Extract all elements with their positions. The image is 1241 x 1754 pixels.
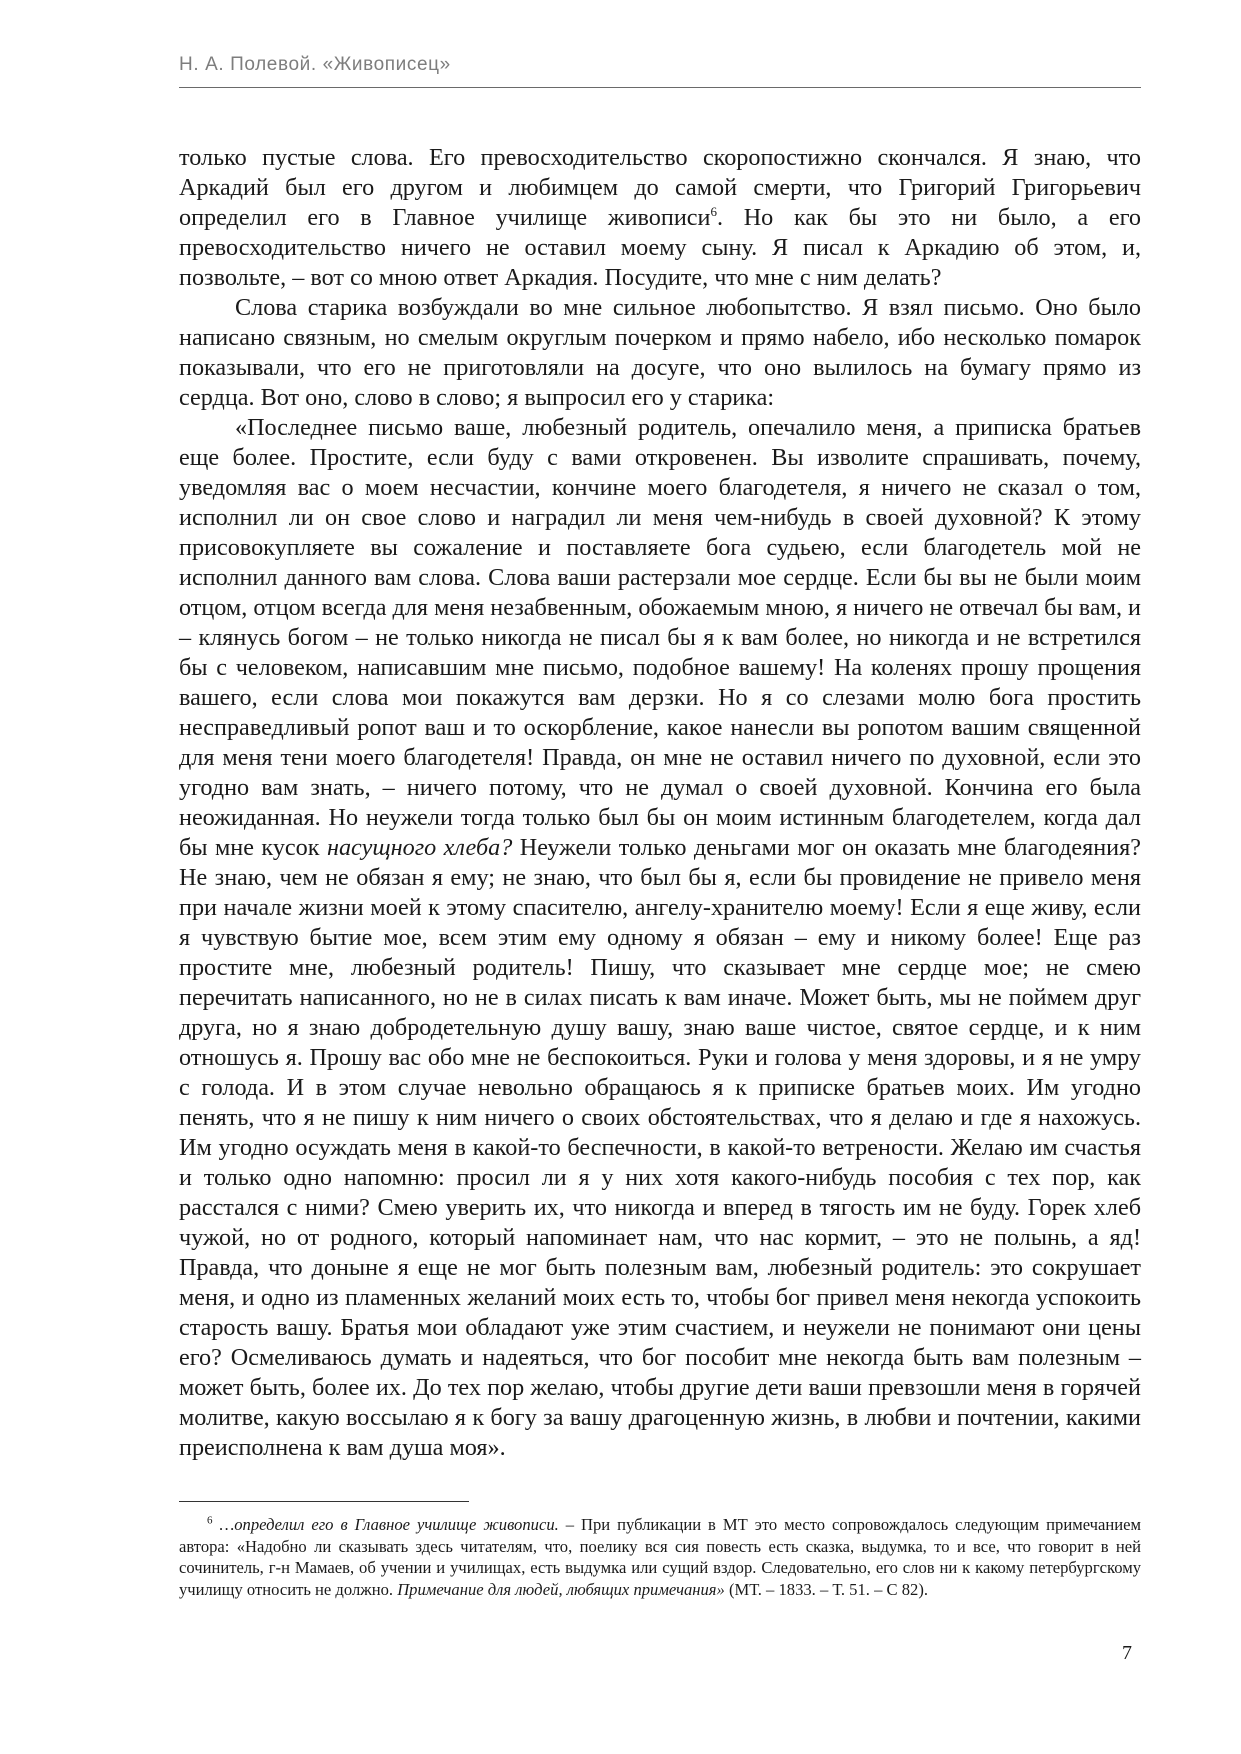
letter-paragraph	[179, 413, 1141, 1463]
paragraph-1-text-b: . Но как бы это ни было, а его превосходительство ничего не оставил моему сыну. Я писал к Аркадию об этом, и, позвольте, – вот со мною ответ Аркадия. Посудите, что мне с ним делать?	[179, 204, 1141, 291]
footnote-rule	[179, 1501, 469, 1502]
paragraph-2: Слова старика возбуждали во мне сильное любопытство. Я взял письмо. Оно было написано связным, но смелым округлым почерком и прямо набело, ибо несколько помарок показывали, что его не приготовляли на досуге, что оно вылилось на бумагу прямо из сердца. Вот оно, слово в слово; я выпросил его у старика:	[179, 294, 1141, 411]
page-number: 7	[1122, 1642, 1132, 1664]
letter-text-a: «Последнее письмо ваше, любезный родитель, опечалило меня, а приписка братьев еще более. Простите, если буду с вами откровенен. Вы изволите спрашивать, почему, уведомляя вас о моем несчастии, кончине моего благодетеля, я ничего не сказал о том, исполнил ли он свое слово и наградил ли меня чем-нибудь в своей духовной? К этому присовокупляете вы сожаление и поставляете бога судьею, если благодетель мой не исполнил данного вам слова. Слова ваши растерзали мое сердце. Если бы вы не были моим отцом, отцом всегда для меня незабвенным, обожаемым мною, я ничего не отвечал бы вам, и – клянусь богом – не только никогда не писал бы я к вам более, но никогда и не встретился бы с человеком, написавшим мне письмо, подобное вашему! На коленях прошу прощения вашего, если слова мои покажутся вам дерзки. Но я со слезами молю бога простить несправедливый ропот ваш и то оскорбление, какое нанесли вы ропотом вашим священной для меня тени моего благодетеля! Правда, он мне не оставил ничего по духовной, если это угодно вам знать, – ничего потому, что не думал о своей духовной. Кончина его была неожиданная. Но неужели тогда только был бы он моим истинным благодетелем, когда дал бы мне кусок	[179, 414, 1141, 861]
header-rule	[179, 87, 1141, 88]
footnote-italic-tail: Примечание для людей, любящих примечания»	[397, 1579, 725, 1599]
footnote-text-b: (МТ. – 1833. – Т. 51. – С 82).	[724, 1579, 928, 1599]
footnote-italic-lead: …определил его в Главное училище живописи.	[219, 1515, 559, 1534]
footnote-6	[179, 1514, 1141, 1600]
letter-text-b: Неужели только деньгами мог он оказать мне благодеяния? Не знаю, чем не обязан я ему; не знаю, что был бы я, если бы провидение не привело меня при начале жизни моей к этому спасителю, ангелу-хранителю моему! Если я еще живу, если я чувствую бытие мое, всем этим ему одному я обязан – ему и никому более! Еще раз простите мне, любезный родитель! Пишу, что сказывает мне сердце мое; не смею перечитать написанного, но не в силах писать к вам иначе. Может быть, мы не поймем друг друга, но я знаю добродетельную душу вашу, знаю ваше чистое, святое сердце, и к ним отношусь я. Прошу вас обо мне не беспокоиться. Руки и голова у меня здоровы, и я не умру с голода. И в этом случае невольно обращаюсь я к приписке братьев моих. Им угодно пенять, что я не пишу к ним ничего о своих обстоятельствах, что я делаю и где я нахожусь. Им угодно осуждать меня в какой-то беспечности, в какой-то ветрености. Желаю им счастья и только одно напомню: просил ли я у них хотя какого-нибудь пособия с тех пор, как расстался с ними? Смею уверить их, что никогда и вперед в тягость им не буду. Горек хлеб чужой, но от родного, который напоминает нам, что нас кормит, – это не полынь, а яд! Правда, что доныне я еще не мог быть полезным вам, любезный родитель: это сокрушает меня, и одно из пламенных желаний моих есть то, чтобы бог привел меня некогда успокоить старость вашу. Братья мои обладают уже этим счастием, и неужели не понимают они цены его? Осмеливаюсь думать и надеяться, что бог пособит мне некогда быть вам полезным – может быть, более их. До тех пор желаю, чтобы другие дети ваши превзошли меня в горячей молитве, какую воссылаю я к богу за вашу драгоценную жизнь, в любви и почтении, какими преисполнена к вам душа моя».	[179, 834, 1141, 1461]
main-text	[179, 143, 1141, 1463]
footnote-text-a: – При публикации в МТ это место сопровождалось следующим примечанием автора: «Надобно ли сказывать здесь читателям, что, поелику вся сия повесть есть сказка, выдумка, то и все, что говорит в ней сочинитель, г-н Мамаев, об учении и училищах, есть выдумка или сущий вздор. Следовательно, его слов ни к какому петербургскому училищу относить не должно.	[179, 1515, 1141, 1599]
footnote-reference-6: 6	[710, 203, 717, 219]
footnote-number: 6	[207, 1514, 213, 1527]
letter-italic-phrase: насущного хлеба?	[326, 834, 513, 861]
paragraph-1-text-a: только пустые слова. Его превосходительство скоропостижно скончался. Я знаю, что Аркадий был его другом и любимцем до самой смерти, что Григорий Григорьевич определил его в Главное училище живописи	[179, 144, 1141, 231]
running-head: Н. А. Полевой. «Живописец»	[179, 54, 451, 75]
paragraph-1	[179, 143, 1141, 293]
